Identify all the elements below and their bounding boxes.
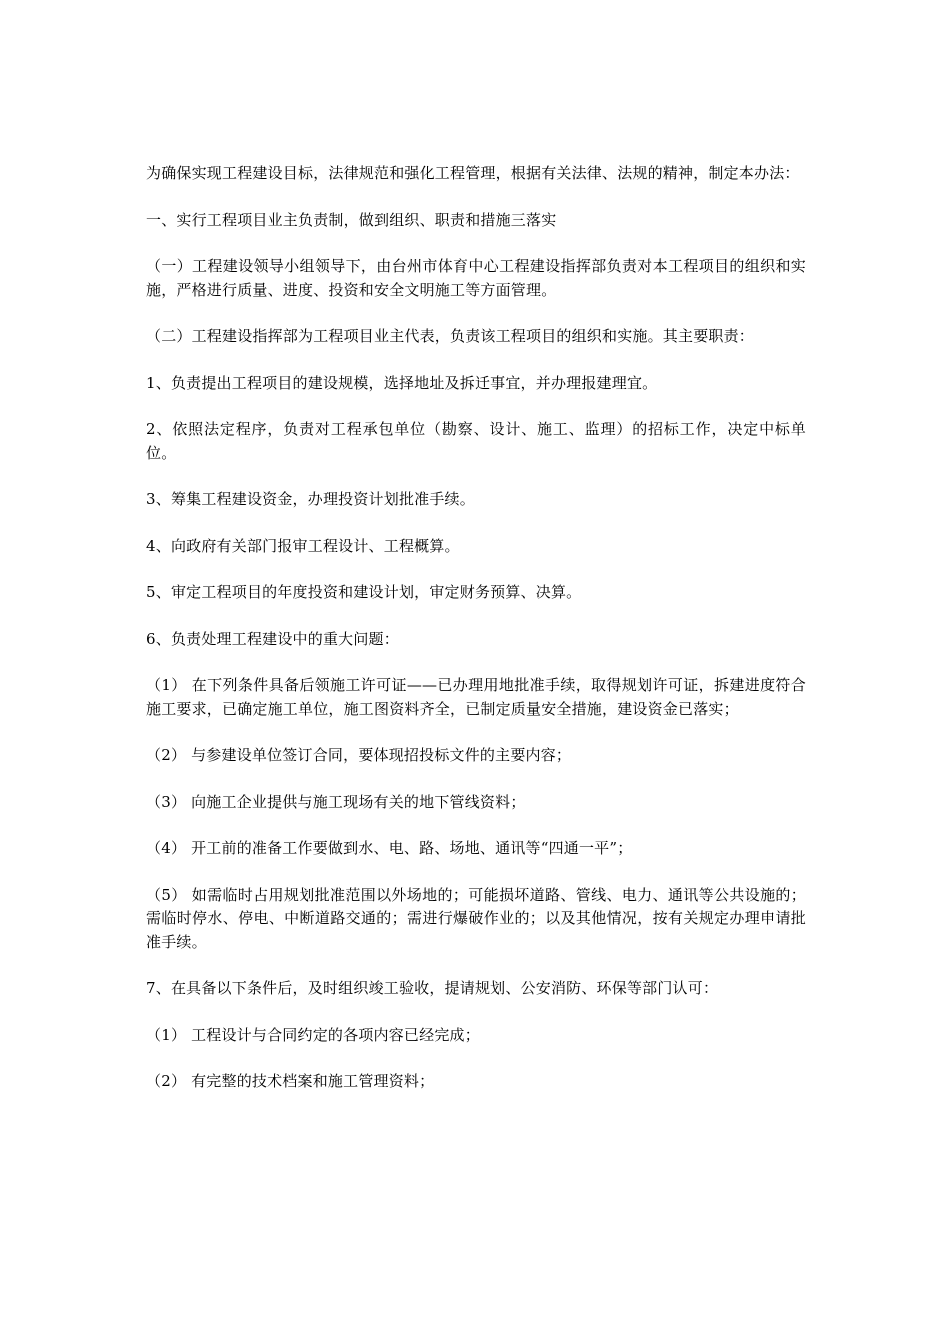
duty-item-3: 3、筹集工程建设资金，办理投资计划批准手续。 [146, 490, 475, 508]
sub-item-6-5: （5） 如需临时占用规划批准范围以外场地的；可能损坏道路、管线、电力、通讯等公共设施的；需临时停水、停电、中断道路交通的；需进行爆破作业的；以及其他情况，按有关规定办理申请批准手续。 [146, 885, 806, 951]
duty-item-5: 5、审定工程项目的年度投资和建设计划，审定财务预算、决算。 [146, 583, 582, 601]
sub-item-6-1: （1） 在下列条件具备后领施工许可证——已办理用地批准手续，取得规划许可证，拆建进度符合施工要求，已确定施工单位，施工图资料齐全，已制定质量安全措施，建设资金已落实； [146, 676, 806, 718]
duty-item-4: 4、向政府有关部门报审工程设计、工程概算。 [146, 536, 460, 555]
sub-item-7-1: （1） 工程设计与合同约定的各项内容已经完成； [146, 1025, 480, 1044]
duty-item-1: 1、负责提出工程项目的建设规模，选择地址及拆迁事宜，并办理报建理宜。 [146, 373, 658, 392]
subsection-2: （二）工程建设指挥部为工程项目业主代表，负责该工程项目的组织和实施。其主要职责： [146, 327, 755, 345]
subsection-1: （一）工程建设领导小组领导下，由台州市体育中心工程建设指挥部负责对本工程项目的组织和实施，严格进行质量、进度、投资和安全文明施工等方面管理。 [146, 257, 806, 299]
intro-paragraph: 为确保实现工程建设目标，法律规范和强化工程管理，根据有关法律、法规的精神，制定本办法： [146, 164, 800, 182]
sub-item-7-2: （2） 有完整的技术档案和施工管理资料； [146, 1072, 435, 1090]
duty-item-6: 6、负责处理工程建设中的重大问题： [146, 629, 399, 648]
sub-item-6-2: （2） 与参建设单位签订合同，要体现招投标文件的主要内容； [146, 746, 572, 764]
section-heading-1: 一、实行工程项目业主负责制，做到组织、职责和措施三落实 [146, 210, 557, 229]
sub-item-6-3: （3） 向施工企业提供与施工现场有关的地下管线资料； [146, 792, 526, 811]
document-body [146, 162, 806, 1094]
duty-item-7: 7、在具备以下条件后，及时组织竣工验收，提请规划、公安消防、环保等部门认可： [146, 979, 719, 997]
sub-item-6-4: （4） 开工前的准备工作要做到水、电、路、场地、通讯等“四通一平”； [146, 839, 633, 857]
duty-item-2: 2、依照法定程序，负责对工程承包单位（勘察、设计、施工、监理）的招标工作，决定中标单位。 [146, 420, 806, 462]
